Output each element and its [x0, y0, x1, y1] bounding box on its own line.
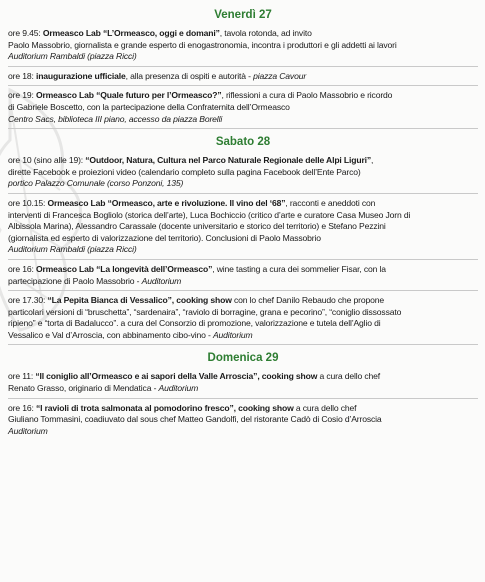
event-title-text: “I ravioli di trota salmonata al pomodorino fresco”, cooking show: [35, 402, 294, 413]
event-location-text: Auditorium: [158, 383, 199, 394]
event-text: ripieno” e “torta di Badalucco”. a cura del Consorzio di promozione, valorizzazione e tutela dell’Aglio di: [8, 318, 381, 329]
event-entry: [8, 90, 478, 129]
event-title-text: Ormeasco Lab “Ormeasco, arte e rivoluzione. Il vino del ‘68”: [47, 197, 286, 208]
event-entry: [8, 28, 478, 67]
event-entry: [8, 295, 478, 345]
event-text: , tavola rotonda, ad invito: [219, 28, 312, 38]
event-line: [8, 114, 478, 126]
event-location-text: Auditorium: [212, 329, 253, 340]
event-location-text: Auditorium: [141, 275, 182, 286]
event-entry: [8, 403, 478, 441]
event-text: particolari versioni di “bruschetta”, “sardenaira”, “raviolo di borragine, grana e pecorino”, “coniglio dissossato: [8, 306, 402, 317]
event-line: [8, 318, 478, 330]
event-location-text: Auditorium Rambaldi (piazza Ricci): [8, 244, 137, 255]
event-text: , alla presenza di ospiti e autorità -: [125, 70, 254, 81]
event-text: Albissola Marina), Alessandro Carassale (docente universitario e storico del territorio) e Stefano Pezzini: [8, 221, 386, 232]
event-line: [8, 383, 478, 395]
event-text: interventi di Francesca Bogliolo (storica dell’arte), Luca Bochiccio (critico d’arte e curatore Casa Museo Jorn di: [8, 209, 411, 220]
event-line: [8, 330, 478, 342]
event-text: Vessalico e Val d’Arroscia, con abbinamento cibo-vino -: [8, 329, 213, 340]
event-entry: [8, 264, 478, 291]
event-location-text: Centro Sacs, biblioteca III piano, accesso da piazza Borelli: [8, 113, 223, 124]
event-title-text: “Outdoor, Natura, Cultura nel Parco Naturale Regionale delle Alpi Liguri”: [85, 155, 372, 166]
event-text: partecipazione di Paolo Massobrio -: [8, 275, 142, 286]
event-text: a cura dello chef: [293, 402, 357, 413]
event-line: [8, 426, 478, 438]
event-line: [8, 307, 478, 319]
event-title-text: “La Pepita Bianca di Vessalico”, cooking show: [47, 295, 232, 306]
event-line: [8, 295, 478, 307]
event-location-text: Auditorium: [8, 425, 48, 436]
event-text: ore 10.15:: [8, 197, 48, 208]
event-title-text: “Il coniglio all’Ormeasco e ai sapori della Valle Arroscia”, cooking show: [35, 371, 318, 382]
event-line: [8, 198, 478, 210]
day-heading: Sabato 28: [215, 136, 271, 149]
event-location-text: portico Palazzo Comunale (corso Ponzoni, 135): [8, 178, 184, 189]
event-line: [8, 102, 478, 114]
day-heading: Venerdì 27: [214, 9, 272, 21]
event-text: ore 9.45:: [8, 28, 43, 38]
event-text: , wine tasting a cura dei sommelier Fisar, con la: [212, 263, 386, 274]
event-text: Paolo Massobrio, giornalista e grande esperto di enogastronomia, incontra i produttori e gli addetti ai lavori: [8, 39, 397, 50]
event-title-text: Ormeasco Lab “La longevità dell’Ormeasco”: [35, 263, 213, 274]
event-line: [8, 210, 478, 222]
event-entry: [8, 198, 478, 260]
event-line: [8, 264, 478, 276]
event-line: [8, 51, 478, 63]
event-line: [8, 167, 478, 179]
event-title-text: Ormeasco Lab “Quale futuro per l’Ormeasco?”: [35, 90, 222, 101]
event-line: [8, 244, 478, 256]
day-heading: Domenica 29: [207, 352, 279, 365]
event-text: ore 19:: [8, 90, 36, 101]
event-text: (giornalista ed esperto di valorizzazione del territorio). Conclusioni di Paolo Massobrio: [8, 232, 321, 243]
event-title-text: Ormeasco Lab “L’Ormeasco, oggi e domani”: [42, 28, 220, 38]
event-location-text: Auditorium Rambaldi (piazza Ricci): [8, 51, 137, 62]
event-text: ore 10 (sino alle 19):: [8, 155, 86, 166]
event-line: [8, 414, 478, 426]
event-line: [8, 276, 478, 288]
event-line: [8, 178, 478, 190]
event-line: [8, 403, 478, 415]
event-text: dirette Facebook e proiezioni video (calendario completo sulla pagina Facebook dell’Ente Parco): [8, 166, 361, 177]
event-text: di Gabriele Boscetto, con la partecipazione della Confraternita dell’Ormeasco: [8, 101, 290, 112]
event-text: , riflessioni a cura di Paolo Massobrio e ricordo: [221, 90, 393, 101]
event-line: [8, 90, 478, 102]
event-entry: [8, 71, 478, 87]
event-entry: [8, 371, 478, 398]
event-text: Giuliano Tommasini, coadiuvato dal sous chef Matteo Gandolfi, del ristorante Cadò di Cosio d’Arroscia: [8, 414, 382, 425]
event-location-text: piazza Cavour: [253, 70, 307, 81]
event-line: [8, 71, 478, 83]
event-text: a cura dello chef: [317, 371, 381, 382]
event-text: ore 16:: [8, 263, 36, 274]
event-text: Renato Grasso, originario di Mendatica -: [8, 383, 159, 394]
event-text: ore 17.30:: [8, 295, 48, 306]
event-line: [8, 28, 478, 40]
event-entry: [8, 155, 478, 194]
event-text: ore 16:: [8, 402, 36, 413]
event-line: [8, 155, 478, 167]
event-text: ,: [371, 155, 374, 166]
event-line: [8, 371, 478, 383]
event-text: ore 11:: [8, 371, 36, 382]
event-text: con lo chef Danilo Rebaudo che propone: [231, 295, 385, 306]
event-text: , racconti e aneddoti con: [285, 197, 376, 208]
program-content: [8, 4, 478, 444]
event-line: [8, 233, 478, 245]
event-line: [8, 40, 478, 52]
event-line: [8, 221, 478, 233]
event-text: ore 18:: [8, 70, 36, 81]
event-title-text: inaugurazione ufficiale: [35, 70, 126, 81]
